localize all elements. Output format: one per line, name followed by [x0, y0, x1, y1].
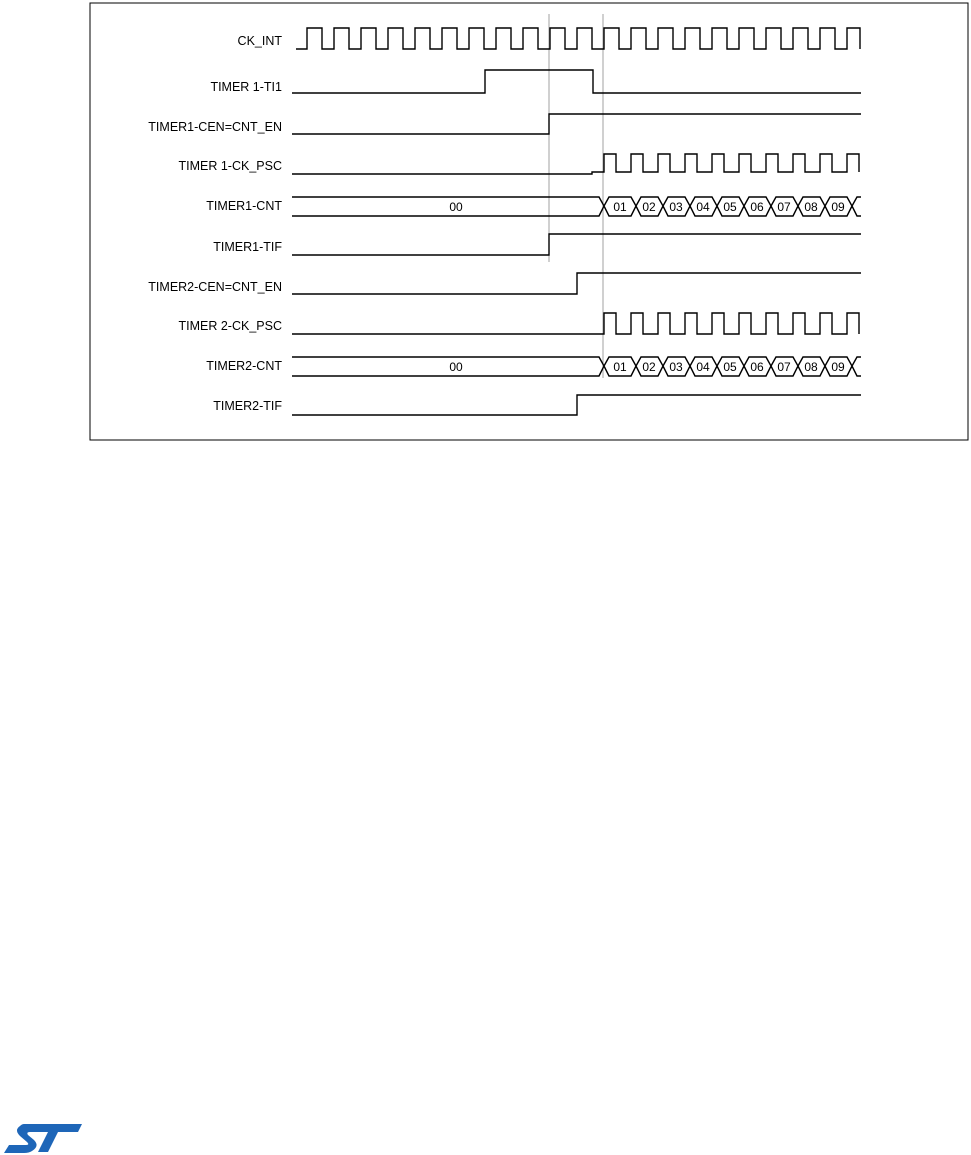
label-timer2-cen: TIMER2-CEN=CNT_EN — [148, 280, 282, 294]
timer2-cnt-value-03: 03 — [669, 360, 683, 374]
timer1-cnt-value-03: 03 — [669, 200, 683, 214]
waveform-timer2-ck-psc — [292, 313, 859, 334]
waveform-ck-int — [296, 28, 860, 49]
timer2-cnt-value-07: 07 — [777, 360, 791, 374]
timer1-cnt-value-08: 08 — [804, 200, 818, 214]
waveform-timer1-ti1 — [292, 70, 861, 93]
timer2-cnt-value-05: 05 — [723, 360, 737, 374]
label-timer1-cnt: TIMER1-CNT — [206, 199, 282, 213]
label-timer2-cnt: TIMER2-CNT — [206, 359, 282, 373]
label-timer2-tif: TIMER2-TIF — [213, 399, 282, 413]
timer2-cnt-value-01: 01 — [613, 360, 627, 374]
waveform-timer2-cnt-bus — [292, 357, 861, 376]
waveform-timer1-cen — [292, 114, 861, 134]
diagram-frame — [90, 3, 968, 440]
timer1-cnt-initial: 00 — [449, 200, 463, 214]
timer2-cnt-initial: 00 — [449, 360, 463, 374]
waveform-timer2-tif — [292, 395, 861, 415]
timer1-cnt-value-07: 07 — [777, 200, 791, 214]
timer1-cnt-value-02: 02 — [642, 200, 656, 214]
label-timer1-tif: TIMER1-TIF — [213, 240, 282, 254]
label-ck-int: CK_INT — [237, 34, 282, 48]
timer2-cnt-value-08: 08 — [804, 360, 818, 374]
timer2-cnt-value-02: 02 — [642, 360, 656, 374]
label-timer2-ck-psc: TIMER 2-CK_PSC — [178, 319, 282, 333]
timer1-cnt-value-01: 01 — [613, 200, 627, 214]
timer1-cnt-value-06: 06 — [750, 200, 764, 214]
timer2-cnt-value-04: 04 — [696, 360, 710, 374]
timer1-cnt-value-09: 09 — [831, 200, 845, 214]
waveform-timer1-cnt-bus — [292, 197, 861, 216]
label-timer1-cen: TIMER1-CEN=CNT_EN — [148, 120, 282, 134]
timer1-cnt-value-04: 04 — [696, 200, 710, 214]
label-timer1-ck-psc: TIMER 1-CK_PSC — [178, 159, 282, 173]
timer2-cnt-value-06: 06 — [750, 360, 764, 374]
waveform-timer2-cen — [292, 273, 861, 294]
label-timer1-ti1: TIMER 1-TI1 — [210, 80, 282, 94]
timer2-cnt-value-09: 09 — [831, 360, 845, 374]
waveform-timer1-tif — [292, 234, 861, 255]
timer1-cnt-value-05: 05 — [723, 200, 737, 214]
st-logo-mark — [4, 1124, 82, 1153]
st-logo — [0, 1122, 100, 1155]
waveform-timer1-ck-psc — [292, 154, 859, 174]
